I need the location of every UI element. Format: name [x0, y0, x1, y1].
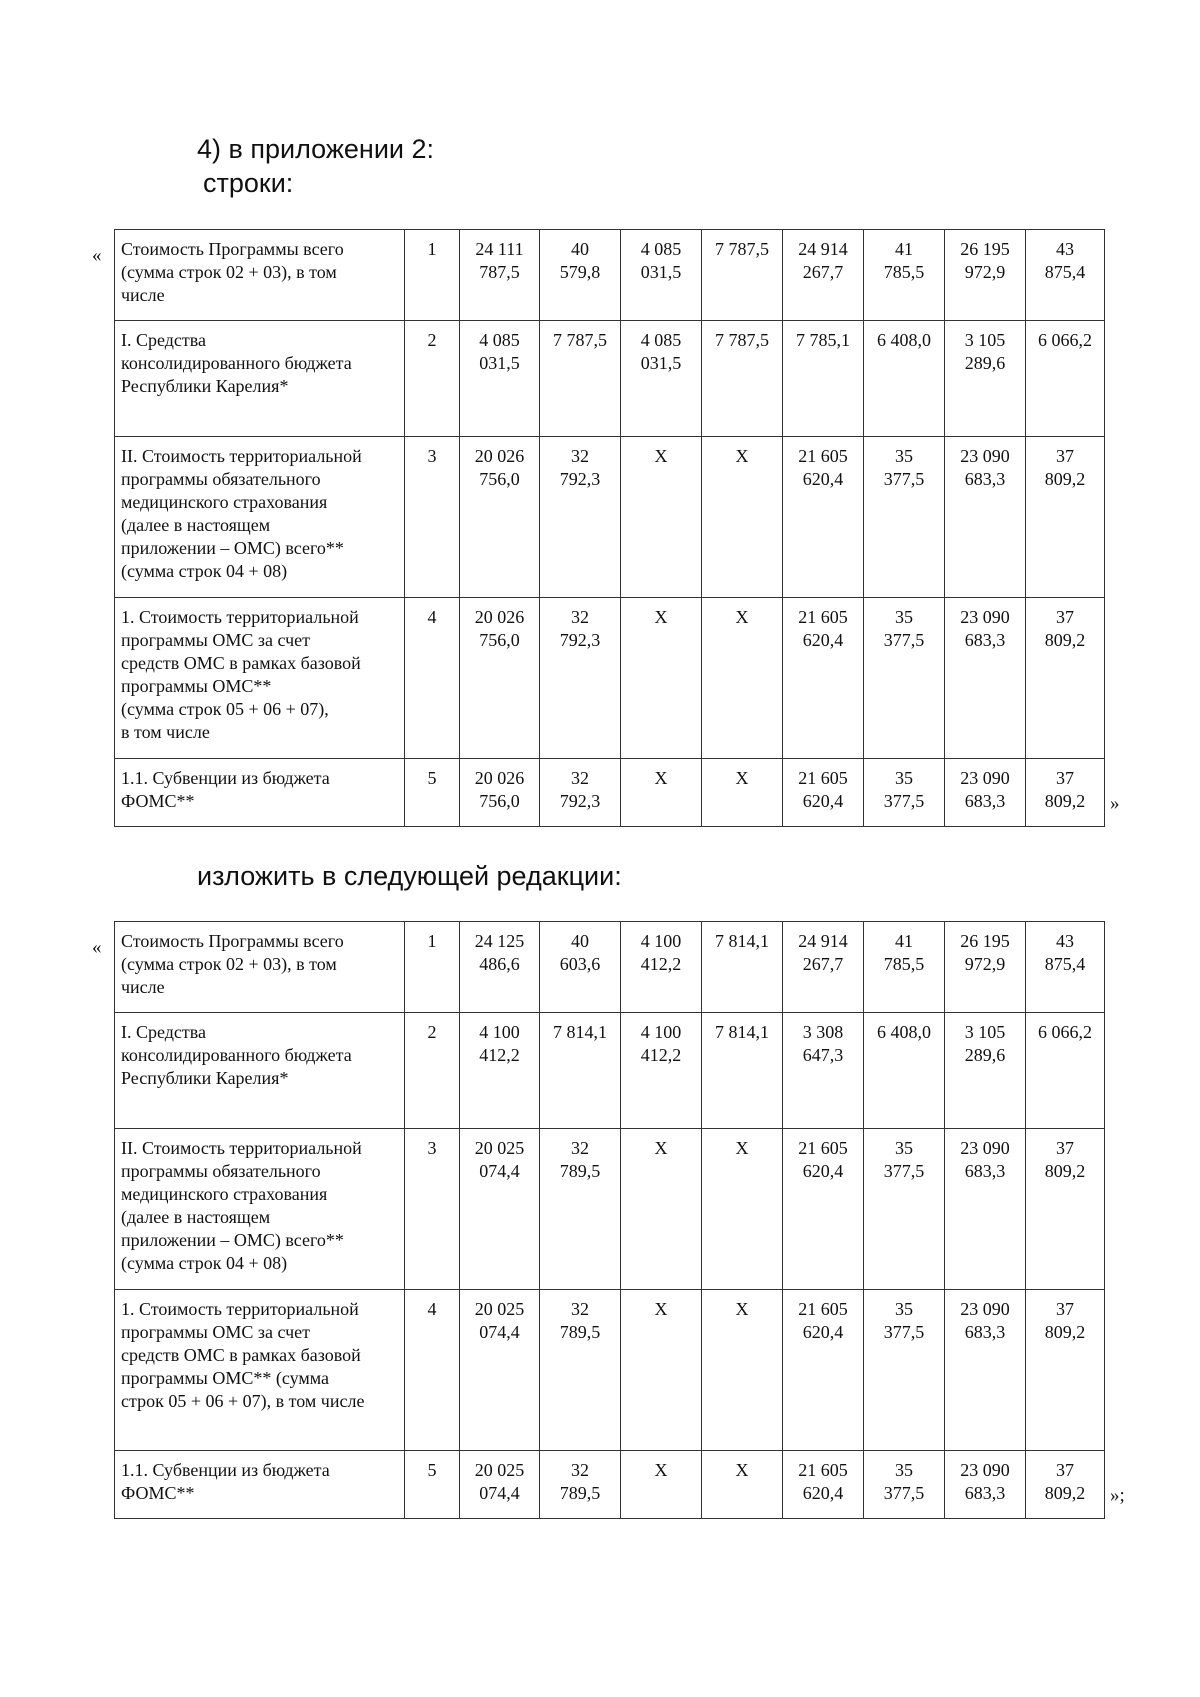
value-line: 24 914 — [798, 239, 848, 259]
value-line: 7 787,5 — [715, 330, 769, 350]
value-line: 4 100 — [640, 931, 682, 951]
value-cell-col-8 — [864, 321, 945, 437]
value-line: 683,3 — [964, 1161, 1006, 1181]
value-line: 683,3 — [964, 791, 1006, 811]
old-rows-table — [114, 229, 1105, 827]
value-line: 20 025 — [474, 1299, 525, 1319]
value-line: X — [654, 1138, 668, 1158]
row-name-line: (далее в настоящем — [121, 515, 271, 535]
row-name-line: I. Средства — [121, 330, 207, 350]
value-line: 4 100 — [479, 1022, 520, 1042]
new-table-close-quote: »; — [1110, 1485, 1125, 1506]
row-code-cell: 4 — [405, 1290, 460, 1451]
value-line: 603,6 — [559, 954, 601, 974]
value-line: 23 090 — [960, 446, 1010, 466]
value-cell-col-6 — [702, 230, 783, 321]
value-cell-col-4 — [540, 922, 621, 1013]
row-name-line: (далее в настоящем — [121, 1207, 271, 1227]
value-cell-col-8 — [864, 1451, 945, 1519]
value-cell-col-6 — [702, 1451, 783, 1519]
value-cell-col-10 — [1026, 1451, 1105, 1519]
value-cell-col-3 — [460, 759, 540, 827]
value-line: X — [654, 768, 668, 788]
row-name-line: программы ОМС за счет — [121, 630, 311, 650]
row-name-line: (сумма строк 04 + 08) — [121, 1253, 288, 1273]
row-name-line: II. Стоимость территориальной — [121, 1138, 362, 1158]
value-cell-col-10 — [1026, 922, 1105, 1013]
value-cell-col-9 — [945, 230, 1026, 321]
value-line: 809,2 — [1044, 630, 1086, 650]
value-cell-col-5 — [621, 1129, 702, 1290]
value-line: 074,4 — [479, 1161, 520, 1181]
value-line: 785,5 — [883, 954, 925, 974]
value-cell-col-8 — [864, 1013, 945, 1129]
value-line: 579,8 — [559, 262, 601, 282]
value-cell-col-7 — [783, 321, 864, 437]
value-line: 41 — [895, 239, 913, 259]
value-line: 21 605 — [798, 768, 848, 788]
value-cell-col-8 — [864, 230, 945, 321]
new-table-open-quote: « — [92, 937, 102, 958]
value-cell-col-5 — [621, 1013, 702, 1129]
value-cell-col-7 — [783, 1013, 864, 1129]
value-cell-col-5 — [621, 1451, 702, 1519]
row-name-line: консолидированного бюджета — [121, 1045, 352, 1065]
value-line: 875,4 — [1044, 262, 1086, 282]
value-line: 23 090 — [960, 607, 1010, 627]
row-name-line: числе — [121, 977, 165, 997]
value-line: 4 085 — [640, 239, 682, 259]
value-line: 267,7 — [802, 262, 844, 282]
row-name-line: медицинского страхования — [121, 1184, 328, 1204]
row-name-line: программы обязательного — [121, 469, 321, 489]
row-name-line: средств ОМС в рамках базовой — [121, 653, 361, 673]
value-cell-col-8 — [864, 1129, 945, 1290]
value-line: 7 787,5 — [715, 239, 769, 259]
row-name-line: строк 05 + 06 + 07), в том числе — [121, 1391, 365, 1411]
value-cell-col-10 — [1026, 1290, 1105, 1451]
value-cell-col-3 — [460, 230, 540, 321]
row-code-cell: 3 — [405, 1129, 460, 1290]
value-line: X — [654, 1460, 668, 1480]
value-line: 789,5 — [559, 1483, 601, 1503]
value-line: 35 — [895, 1138, 913, 1158]
value-cell-col-5 — [621, 598, 702, 759]
value-cell-col-3 — [460, 1451, 540, 1519]
value-line: 620,4 — [802, 469, 844, 489]
value-cell-col-10 — [1026, 321, 1105, 437]
value-line: 620,4 — [802, 1483, 844, 1503]
row-name-line: Республики Карелия* — [121, 376, 289, 396]
row-name-line: II. Стоимость территориальной — [121, 446, 362, 466]
value-line: 377,5 — [883, 630, 925, 650]
value-line: 26 195 — [960, 239, 1010, 259]
value-line: 4 085 — [640, 330, 682, 350]
value-cell-col-9 — [945, 922, 1026, 1013]
value-line: 377,5 — [883, 791, 925, 811]
value-line: 21 605 — [798, 1138, 848, 1158]
value-line: 35 — [895, 1299, 913, 1319]
value-line: 24 125 — [474, 931, 525, 951]
value-cell-col-9 — [945, 437, 1026, 598]
value-cell-col-8 — [864, 1290, 945, 1451]
row-name-line: 1. Стоимость территориальной — [121, 1299, 359, 1319]
value-cell-col-4 — [540, 759, 621, 827]
value-line: X — [735, 607, 749, 627]
value-line: 809,2 — [1044, 1161, 1086, 1181]
row-name-line: (сумма строк 04 + 08) — [121, 561, 288, 581]
value-line: 20 026 — [474, 446, 525, 466]
value-cell-col-6 — [702, 759, 783, 827]
value-line: 620,4 — [802, 630, 844, 650]
value-line: 35 — [895, 768, 913, 788]
value-line: 43 — [1056, 239, 1074, 259]
value-line: 972,9 — [964, 262, 1006, 282]
value-line: 7 787,5 — [553, 330, 607, 350]
value-line: 26 195 — [960, 931, 1010, 951]
value-line: 789,5 — [559, 1322, 601, 1342]
value-cell-col-3 — [460, 1129, 540, 1290]
value-cell-col-3 — [460, 922, 540, 1013]
value-line: 24 914 — [798, 931, 848, 951]
value-line: 32 — [571, 1138, 589, 1158]
row-name-line: (сумма строк 05 + 06 + 07), — [121, 699, 329, 719]
value-cell-col-7 — [783, 1290, 864, 1451]
value-cell-col-9 — [945, 321, 1026, 437]
row-name-cell — [115, 321, 405, 437]
value-line: 809,2 — [1044, 791, 1086, 811]
value-line: 41 — [895, 931, 913, 951]
value-line: 37 — [1056, 768, 1074, 788]
value-cell-col-5 — [621, 922, 702, 1013]
value-line: 7 814,1 — [715, 1022, 769, 1042]
value-line: 6 066,2 — [1038, 330, 1092, 350]
old-table-row — [115, 230, 1105, 321]
value-cell-col-10 — [1026, 230, 1105, 321]
row-code-cell: 2 — [405, 1013, 460, 1129]
row-code-cell: 3 — [405, 437, 460, 598]
row-name-line: Стоимость Программы всего — [121, 239, 344, 259]
value-line: 289,6 — [964, 353, 1006, 373]
value-line: 074,4 — [479, 1483, 520, 1503]
value-cell-col-4 — [540, 1290, 621, 1451]
old-table-row — [115, 759, 1105, 827]
row-name-line: программы обязательного — [121, 1161, 321, 1181]
row-name-line: средств ОМС в рамках базовой — [121, 1345, 361, 1365]
value-line: 23 090 — [960, 1299, 1010, 1319]
value-line: 32 — [571, 768, 589, 788]
value-cell-col-4 — [540, 321, 621, 437]
new-table-row — [115, 1013, 1105, 1129]
value-cell-col-7 — [783, 759, 864, 827]
row-name-line: программы ОМС** (сумма — [121, 1368, 330, 1388]
value-line: 23 090 — [960, 1138, 1010, 1158]
value-line: 789,5 — [559, 1161, 601, 1181]
value-line: 40 — [571, 931, 589, 951]
value-line: 6 408,0 — [877, 1022, 931, 1042]
row-name-line: Республики Карелия* — [121, 1068, 289, 1088]
value-cell-col-9 — [945, 1129, 1026, 1290]
row-name-line: программы ОМС** — [121, 676, 272, 696]
value-line: 412,2 — [640, 954, 682, 974]
value-cell-col-10 — [1026, 437, 1105, 598]
value-line: 756,0 — [479, 469, 520, 489]
row-name-line: ФОМС** — [121, 791, 195, 811]
value-line: X — [735, 446, 749, 466]
value-line: 6 408,0 — [877, 330, 931, 350]
row-code-cell: 2 — [405, 321, 460, 437]
value-line: 3 105 — [964, 330, 1006, 350]
value-cell-col-6 — [702, 1290, 783, 1451]
value-cell-col-5 — [621, 437, 702, 598]
value-cell-col-9 — [945, 759, 1026, 827]
value-line: 792,3 — [559, 469, 601, 489]
value-cell-col-3 — [460, 598, 540, 759]
value-line: 412,2 — [640, 1045, 682, 1065]
value-line: 37 — [1056, 1299, 1074, 1319]
value-cell-col-7 — [783, 230, 864, 321]
value-cell-col-7 — [783, 1451, 864, 1519]
value-cell-col-3 — [460, 1013, 540, 1129]
value-line: 683,3 — [964, 1322, 1006, 1342]
new-table-row — [115, 922, 1105, 1013]
value-line: 21 605 — [798, 1299, 848, 1319]
value-line: 37 — [1056, 607, 1074, 627]
value-line: 21 605 — [798, 1460, 848, 1480]
intro-heading-line1: 4) в приложении 2: — [197, 134, 435, 164]
value-line: 620,4 — [802, 1161, 844, 1181]
row-name-cell — [115, 922, 405, 1013]
value-cell-col-6 — [702, 321, 783, 437]
value-cell-col-9 — [945, 1013, 1026, 1129]
value-line: 32 — [571, 1460, 589, 1480]
value-line: 37 — [1056, 1460, 1074, 1480]
value-cell-col-10 — [1026, 1129, 1105, 1290]
value-line: 683,3 — [964, 469, 1006, 489]
row-name-line: 1.1. Субвенции из бюджета — [121, 1460, 330, 1480]
row-code-cell: 5 — [405, 759, 460, 827]
row-name-line: Стоимость Программы всего — [121, 931, 344, 951]
value-line: 647,3 — [802, 1045, 844, 1065]
row-name-cell — [115, 230, 405, 321]
value-cell-col-3 — [460, 321, 540, 437]
old-table-row — [115, 437, 1105, 598]
value-cell-col-7 — [783, 437, 864, 598]
value-line: 809,2 — [1044, 1322, 1086, 1342]
value-line: 792,3 — [559, 791, 601, 811]
value-cell-col-4 — [540, 1451, 621, 1519]
row-name-cell — [115, 437, 405, 598]
value-line: 683,3 — [964, 630, 1006, 650]
value-line: 031,5 — [640, 353, 682, 373]
new-table-row — [115, 1290, 1105, 1451]
row-name-line: 1. Стоимость территориальной — [121, 607, 359, 627]
value-line: 7 814,1 — [553, 1022, 607, 1042]
row-name-line: в том числе — [121, 722, 210, 742]
value-line: 35 — [895, 446, 913, 466]
value-line: 23 090 — [960, 1460, 1010, 1480]
value-line: 3 308 — [802, 1022, 844, 1042]
value-cell-col-6 — [702, 598, 783, 759]
old-table-row — [115, 598, 1105, 759]
value-line: 377,5 — [883, 469, 925, 489]
value-cell-col-4 — [540, 1013, 621, 1129]
row-code-cell: 1 — [405, 230, 460, 321]
value-cell-col-8 — [864, 922, 945, 1013]
value-cell-col-10 — [1026, 1013, 1105, 1129]
old-table-row — [115, 321, 1105, 437]
value-line: 20 026 — [474, 607, 525, 627]
value-line: 35 — [895, 607, 913, 627]
value-cell-col-9 — [945, 1290, 1026, 1451]
value-cell-col-6 — [702, 437, 783, 598]
value-line: 23 090 — [960, 768, 1010, 788]
value-line: X — [735, 768, 749, 788]
new-table-row — [115, 1451, 1105, 1519]
value-cell-col-4 — [540, 437, 621, 598]
value-line: 4 085 — [479, 330, 520, 350]
value-line: 031,5 — [479, 353, 520, 373]
value-line: 377,5 — [883, 1483, 925, 1503]
value-cell-col-8 — [864, 437, 945, 598]
value-line: 486,6 — [479, 954, 520, 974]
value-cell-col-6 — [702, 922, 783, 1013]
row-name-line: ФОМС** — [121, 1483, 195, 1503]
value-cell-col-8 — [864, 598, 945, 759]
row-name-line: числе — [121, 285, 165, 305]
value-cell-col-6 — [702, 1013, 783, 1129]
value-line: 809,2 — [1044, 1483, 1086, 1503]
replacement-heading: изложить в следующей редакции: — [197, 861, 622, 891]
value-line: 377,5 — [883, 1322, 925, 1342]
value-line: 37 — [1056, 446, 1074, 466]
value-cell-col-3 — [460, 437, 540, 598]
value-line: 21 605 — [798, 607, 848, 627]
row-name-line: консолидированного бюджета — [121, 353, 352, 373]
value-line: 683,3 — [964, 1483, 1006, 1503]
value-line: 7 814,1 — [715, 931, 769, 951]
value-line: 7 785,1 — [796, 330, 850, 350]
value-cell-col-9 — [945, 598, 1026, 759]
value-line: X — [735, 1299, 749, 1319]
value-line: 756,0 — [479, 791, 520, 811]
row-name-line: приложении – ОМС) всего** — [121, 538, 344, 558]
value-line: 031,5 — [640, 262, 682, 282]
value-line: 074,4 — [479, 1322, 520, 1342]
row-name-cell — [115, 598, 405, 759]
value-cell-col-5 — [621, 321, 702, 437]
row-name-line: приложении – ОМС) всего** — [121, 1230, 344, 1250]
row-code-cell: 1 — [405, 922, 460, 1013]
value-line: 20 026 — [474, 768, 525, 788]
value-line: X — [735, 1138, 749, 1158]
value-line: 32 — [571, 1299, 589, 1319]
value-line: 289,6 — [964, 1045, 1006, 1065]
value-cell-col-4 — [540, 598, 621, 759]
row-name-cell — [115, 759, 405, 827]
value-line: 20 025 — [474, 1460, 525, 1480]
value-line: 620,4 — [802, 791, 844, 811]
value-line: 6 066,2 — [1038, 1022, 1092, 1042]
value-line: 787,5 — [479, 262, 520, 282]
value-line: 40 — [571, 239, 589, 259]
value-line: X — [654, 607, 668, 627]
value-line: 377,5 — [883, 1161, 925, 1181]
value-line: 32 — [571, 446, 589, 466]
value-cell-col-8 — [864, 759, 945, 827]
row-name-cell — [115, 1451, 405, 1519]
old-table-open-quote: « — [92, 245, 102, 266]
value-line: 3 105 — [964, 1022, 1006, 1042]
value-line: 21 605 — [798, 446, 848, 466]
value-line: 972,9 — [964, 954, 1006, 974]
value-line: 620,4 — [802, 1322, 844, 1342]
value-cell-col-3 — [460, 1290, 540, 1451]
value-cell-col-9 — [945, 1451, 1026, 1519]
row-name-cell — [115, 1129, 405, 1290]
value-line: 792,3 — [559, 630, 601, 650]
value-cell-col-7 — [783, 922, 864, 1013]
value-line: 24 111 — [475, 239, 524, 259]
value-line: 875,4 — [1044, 954, 1086, 974]
value-line: 20 025 — [474, 1138, 525, 1158]
value-cell-col-5 — [621, 230, 702, 321]
old-table-close-quote: » — [1110, 793, 1120, 814]
value-line: 37 — [1056, 1138, 1074, 1158]
value-line: 412,2 — [479, 1045, 520, 1065]
value-line: X — [654, 446, 668, 466]
value-cell-col-6 — [702, 1129, 783, 1290]
value-line: 267,7 — [802, 954, 844, 974]
row-name-line: (сумма строк 02 + 03), в том — [121, 262, 337, 282]
row-name-cell — [115, 1290, 405, 1451]
value-cell-col-5 — [621, 1290, 702, 1451]
new-rows-table — [114, 921, 1105, 1519]
value-cell-col-10 — [1026, 759, 1105, 827]
value-line: 809,2 — [1044, 469, 1086, 489]
row-name-line: 1.1. Субвенции из бюджета — [121, 768, 330, 788]
value-line: 756,0 — [479, 630, 520, 650]
row-name-cell — [115, 1013, 405, 1129]
row-name-line: программы ОМС за счет — [121, 1322, 311, 1342]
row-code-cell: 5 — [405, 1451, 460, 1519]
value-line: X — [735, 1460, 749, 1480]
value-line: 32 — [571, 607, 589, 627]
row-name-line: медицинского страхования — [121, 492, 328, 512]
value-cell-col-7 — [783, 598, 864, 759]
value-line: 785,5 — [883, 262, 925, 282]
new-table-row — [115, 1129, 1105, 1290]
value-cell-col-10 — [1026, 598, 1105, 759]
value-line: X — [654, 1299, 668, 1319]
value-cell-col-7 — [783, 1129, 864, 1290]
value-cell-col-4 — [540, 1129, 621, 1290]
value-cell-col-5 — [621, 759, 702, 827]
value-line: 43 — [1056, 931, 1074, 951]
intro-heading-line2: строки: — [203, 168, 294, 198]
row-name-line: I. Средства — [121, 1022, 207, 1042]
value-line: 35 — [895, 1460, 913, 1480]
row-name-line: (сумма строк 02 + 03), в том — [121, 954, 337, 974]
row-code-cell: 4 — [405, 598, 460, 759]
value-line: 4 100 — [640, 1022, 682, 1042]
value-cell-col-4 — [540, 230, 621, 321]
